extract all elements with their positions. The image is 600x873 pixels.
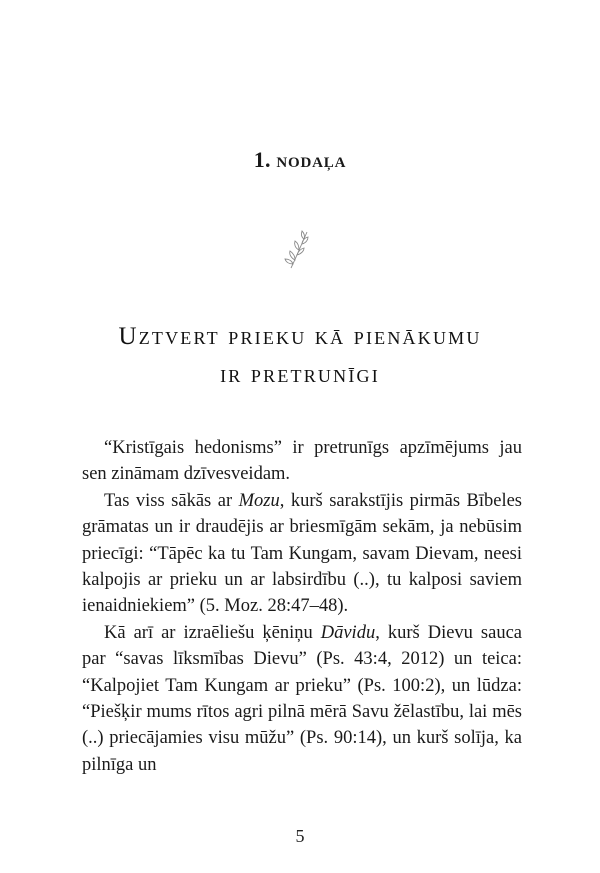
chapter-label: NODAĻA <box>276 155 347 171</box>
paragraph-2-emphasis: Mozu <box>238 490 280 511</box>
title-line-2: ir pretrunīgi <box>220 361 380 388</box>
paragraph-2-text-a: Tas viss sākās ar <box>104 490 239 511</box>
page-number: 5 <box>295 826 305 846</box>
paragraph-3-emphasis: Dāvidu <box>320 622 376 643</box>
sprig-ornament-icon <box>283 226 317 272</box>
paragraph-2 <box>82 488 522 620</box>
paragraph-1: “Kristīgais hedonisms” ir pretrunīgs apzīmējums jau sen zināmam dzīvesveidam. <box>82 438 522 485</box>
paragraph-2-text-b: , kurš sarakstījis pirmās Bībeles grāmatas un ir draudējis ar briesmīgām sekām, ja nebūsim priecīgi: “Tāpēc ka tu Tam Kungam, savam Dievam, neesi kalpojis ar prieku un ar labsirdību (..), tu kalposi saviem ienaidniekiem” (5. Moz. 28:47–48). <box>82 490 522 617</box>
paragraph-3-text-b: , kurš Dievu sauca par “savas līksmības Dievu” (Ps. 43:4, 2012) un teica: “Kalpojiet Tam Kungam ar prieku” (Ps. 100:2), un lūdza: “Piešķir mums rītos agri pilnā mērā Savu žēlastību, lai mēs (..) priecājamies visu mūžu” (Ps. 90:14), un kurš solīja, ka pilnīga un <box>82 622 523 775</box>
title-line-1: Uztvert prieku kā pienākumu <box>118 323 482 350</box>
paragraph-3-text-a: Kā arī ar izraēliešu ķēniņu <box>104 622 321 643</box>
chapter-number: 1. <box>253 147 271 172</box>
chapter-heading <box>0 147 600 176</box>
body-text <box>82 435 522 778</box>
paragraph-3 <box>82 620 522 778</box>
chapter-title <box>0 318 600 394</box>
